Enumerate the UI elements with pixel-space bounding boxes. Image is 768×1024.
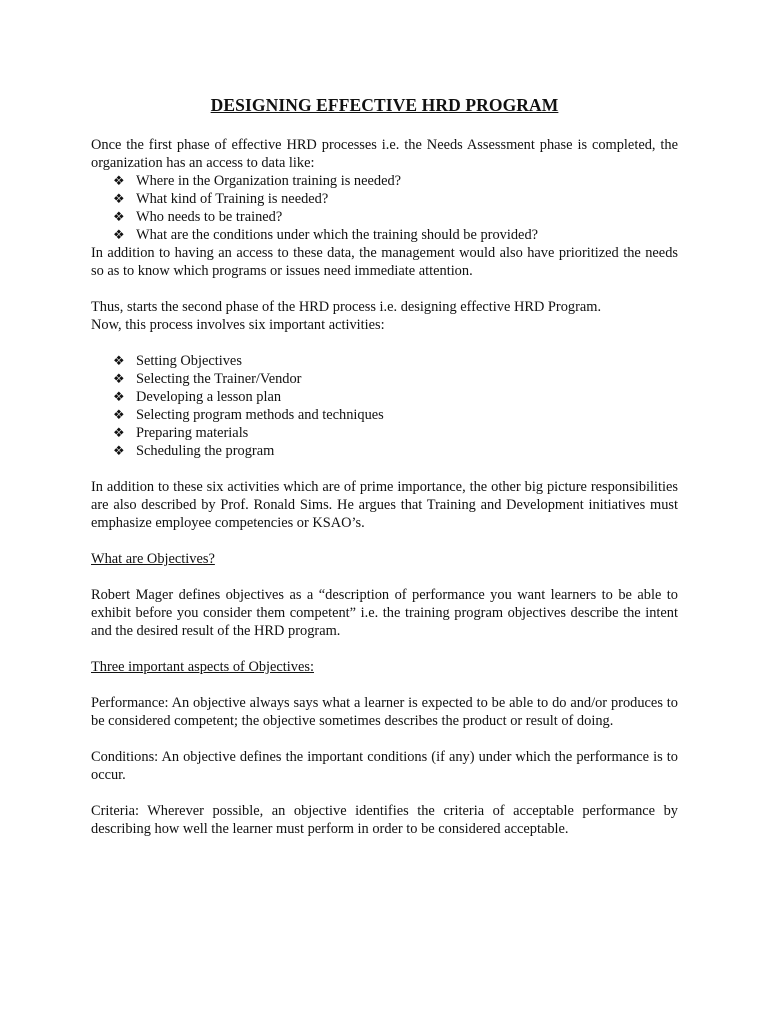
responsibilities-paragraph: In addition to these six activities which are of prime importance, the other big picture responsibilities are also described by Prof. Ronald Sims. He argues that Training and Development initiatives must emphasize employee competencies or KSAO’s. — [91, 479, 678, 531]
objectives-heading: What are Objectives? — [91, 551, 215, 567]
diamond-bullet-icon: ❖ — [113, 407, 125, 422]
list-item: ❖ Selecting the Trainer/Vendor — [113, 371, 302, 387]
diamond-bullet-icon: ❖ — [113, 191, 125, 206]
list-item: ❖ Developing a lesson plan — [113, 389, 282, 405]
activities-list — [91, 352, 678, 460]
document-title: DESIGNING EFFECTIVE HRD PROGRAM — [210, 95, 559, 115]
list-item: ❖ Who needs to be trained? — [113, 209, 283, 225]
conditions-paragraph: Conditions: An objective defines the important conditions (if any) under which the performance is to occur. — [91, 749, 678, 783]
followup-paragraph: In addition to having an access to these data, the management would also have prioritized the needs so as to know which programs or issues need immediate attention. — [91, 245, 678, 279]
performance-paragraph: Performance: An objective always says what a learner is expected to be able to do and/or produces to be considered competent; the objective sometimes describes the product or result of doing. — [91, 695, 678, 729]
diamond-bullet-icon: ❖ — [113, 209, 125, 224]
diamond-bullet-icon: ❖ — [113, 371, 125, 386]
diamond-bullet-icon: ❖ — [113, 389, 125, 404]
list-item: ❖ Scheduling the program — [113, 443, 275, 459]
diamond-bullet-icon: ❖ — [113, 443, 125, 458]
aspects-heading: Three important aspects of Objectives: — [91, 659, 314, 675]
diamond-bullet-icon: ❖ — [113, 227, 125, 242]
criteria-paragraph: Criteria: Wherever possible, an objective identifies the criteria of acceptable performance by describing how well the learner must perform in order to be considered acceptable. — [91, 803, 678, 837]
list-item: ❖ What kind of Training is needed? — [113, 191, 329, 207]
second-phase-line: Thus, starts the second phase of the HRD process i.e. designing effective HRD Program. — [91, 299, 602, 315]
activities-intro-line: Now, this process involves six important activities: — [91, 317, 385, 333]
list-item: ❖ Preparing materials — [113, 425, 249, 441]
list-item: ❖ Selecting program methods and techniques — [113, 407, 384, 423]
list-item: ❖ Where in the Organization training is needed? — [113, 173, 402, 189]
diamond-bullet-icon: ❖ — [113, 173, 125, 188]
diamond-bullet-icon: ❖ — [113, 353, 125, 368]
document-page — [91, 94, 678, 838]
needs-questions-list — [91, 172, 678, 244]
list-item: ❖ What are the conditions under which the training should be provided? — [113, 227, 539, 243]
list-item: ❖ Setting Objectives — [113, 353, 242, 369]
diamond-bullet-icon: ❖ — [113, 425, 125, 440]
intro-paragraph: Once the first phase of effective HRD processes i.e. the Needs Assessment phase is completed, the organization has an access to data like: — [91, 137, 678, 171]
objectives-definition-paragraph: Robert Mager defines objectives as a “description of performance you want learners to be able to exhibit before you consider them competent” i.e. the training program objectives describe the intent and the desired result of the HRD program. — [91, 587, 678, 639]
